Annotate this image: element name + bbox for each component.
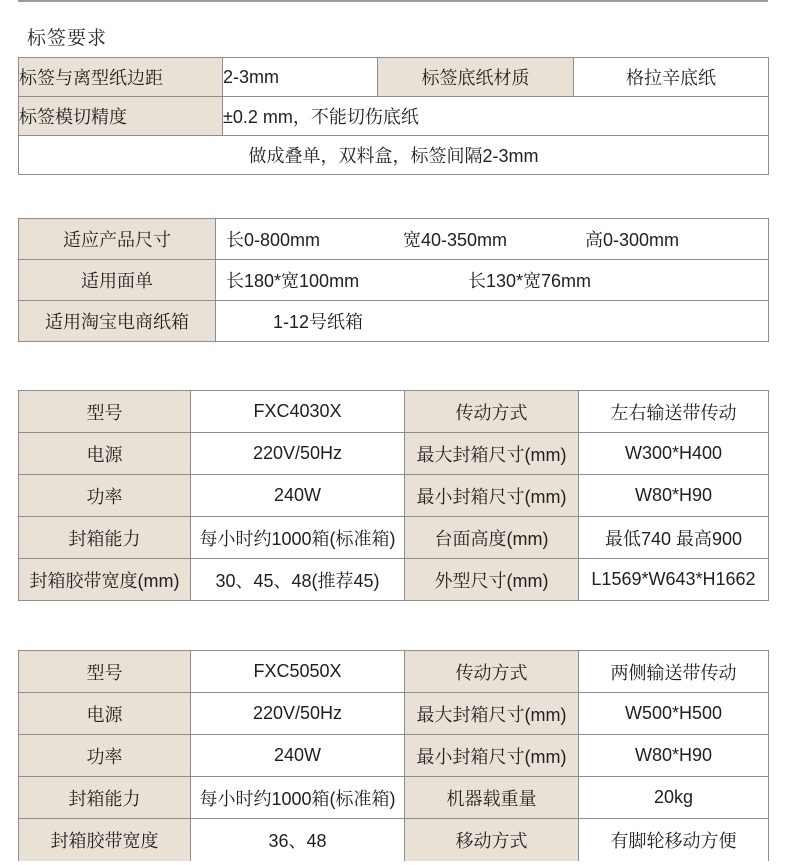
spec-label-cell: 电源 — [19, 433, 191, 475]
spec-value-cell: 220V/50Hz — [191, 433, 405, 475]
spec-label-cell: 适用淘宝电商纸箱 — [19, 301, 216, 342]
spec-value-cell: 格拉辛底纸 — [574, 58, 769, 97]
spec-value-cell: 36、48 — [191, 819, 405, 861]
spec-label-cell: 外型尺寸(mm) — [405, 559, 579, 601]
table-row — [19, 58, 769, 97]
spec-label-cell: 移动方式 — [405, 819, 579, 861]
spec-note-cell: 做成叠单，双料盒，标签间隔2-3mm — [19, 136, 769, 175]
spec-label-cell: 型号 — [19, 391, 191, 433]
spec-label-cell: 封箱胶带宽度(mm) — [19, 559, 191, 601]
table-row — [19, 260, 769, 301]
sheet-size-1: 长180*宽100mm — [226, 271, 360, 291]
spec-value-cell: W300*H400 — [579, 433, 769, 475]
spec-label-cell: 传动方式 — [405, 651, 579, 693]
spec-value-cell: W80*H90 — [579, 735, 769, 777]
spec-value-cell — [216, 301, 769, 342]
spec-label-cell: 机器载重量 — [405, 777, 579, 819]
spec-value-cell — [216, 219, 769, 260]
spec-value-cell: ±0.2 mm，不能切伤底纸 — [223, 97, 769, 136]
spec-value-cell: 240W — [191, 735, 405, 777]
spec-label-cell: 标签与离型纸边距 — [19, 58, 223, 97]
spec-value-cell: 2-3mm — [223, 58, 378, 97]
spec-value-cell: 220V/50Hz — [191, 693, 405, 735]
spec-label-cell: 最小封箱尺寸(mm) — [405, 735, 579, 777]
spec-label-cell: 最小封箱尺寸(mm) — [405, 475, 579, 517]
spec-value-cell: 有脚轮移动方便 — [579, 819, 769, 861]
dimension-width: 宽40-350mm — [403, 230, 508, 250]
table-row — [19, 391, 769, 433]
cut-off-table-border — [18, 0, 768, 2]
spec-value-cell: 30、45、48(推荐45) — [191, 559, 405, 601]
spec-label-cell: 封箱能力 — [19, 777, 191, 819]
table-row — [19, 693, 769, 735]
product-size-table — [18, 218, 769, 342]
spec-label-cell: 型号 — [19, 651, 191, 693]
sheet-size-2: 长130*宽76mm — [468, 271, 592, 291]
spec-value-cell: FXC4030X — [191, 391, 405, 433]
table-row — [19, 517, 769, 559]
spec-label-cell: 电源 — [19, 693, 191, 735]
spec-value-cell — [216, 260, 769, 301]
section-title: 标签要求 — [27, 28, 108, 49]
table-row — [19, 819, 769, 861]
table-row — [19, 735, 769, 777]
label-requirements-table — [18, 57, 769, 175]
spec-label-cell: 封箱胶带宽度 — [19, 819, 191, 861]
model-fxc4030x-table — [18, 390, 769, 601]
carton-range: 1-12号纸箱 — [273, 312, 364, 332]
table-row — [19, 433, 769, 475]
spec-label-cell: 功率 — [19, 735, 191, 777]
spec-label-cell: 封箱能力 — [19, 517, 191, 559]
spec-label-cell: 标签模切精度 — [19, 97, 223, 136]
table-row — [19, 301, 769, 342]
spec-value-cell: 20kg — [579, 777, 769, 819]
table-row — [19, 651, 769, 693]
spec-value-cell: 最低740 最高900 — [579, 517, 769, 559]
spec-label-cell: 最大封箱尺寸(mm) — [405, 693, 579, 735]
spec-value-cell: 240W — [191, 475, 405, 517]
table-row — [19, 559, 769, 601]
spec-label-cell: 最大封箱尺寸(mm) — [405, 433, 579, 475]
spec-label-cell: 适用面单 — [19, 260, 216, 301]
spec-value-cell: FXC5050X — [191, 651, 405, 693]
table-row — [19, 136, 769, 175]
spec-label-cell: 适应产品尺寸 — [19, 219, 216, 260]
spec-value-cell: 每小时约1000箱(标准箱) — [191, 517, 405, 559]
dimension-height: 高0-300mm — [585, 230, 680, 250]
table-row — [19, 219, 769, 260]
spec-value-cell: 两侧输送带传动 — [579, 651, 769, 693]
table-row — [19, 97, 769, 136]
spec-label-cell: 功率 — [19, 475, 191, 517]
table-row — [19, 777, 769, 819]
dimension-length: 长0-800mm — [226, 230, 321, 250]
spec-value-cell: 左右输送带传动 — [579, 391, 769, 433]
spec-label-cell: 台面高度(mm) — [405, 517, 579, 559]
spec-label-cell: 标签底纸材质 — [378, 58, 574, 97]
spec-value-cell: 每小时约1000箱(标准箱) — [191, 777, 405, 819]
spec-value-cell: W500*H500 — [579, 693, 769, 735]
spec-label-cell: 传动方式 — [405, 391, 579, 433]
model-fxc5050x-table — [18, 650, 769, 861]
table-row — [19, 475, 769, 517]
spec-value-cell: L1569*W643*H1662 — [579, 559, 769, 601]
spec-value-cell: W80*H90 — [579, 475, 769, 517]
